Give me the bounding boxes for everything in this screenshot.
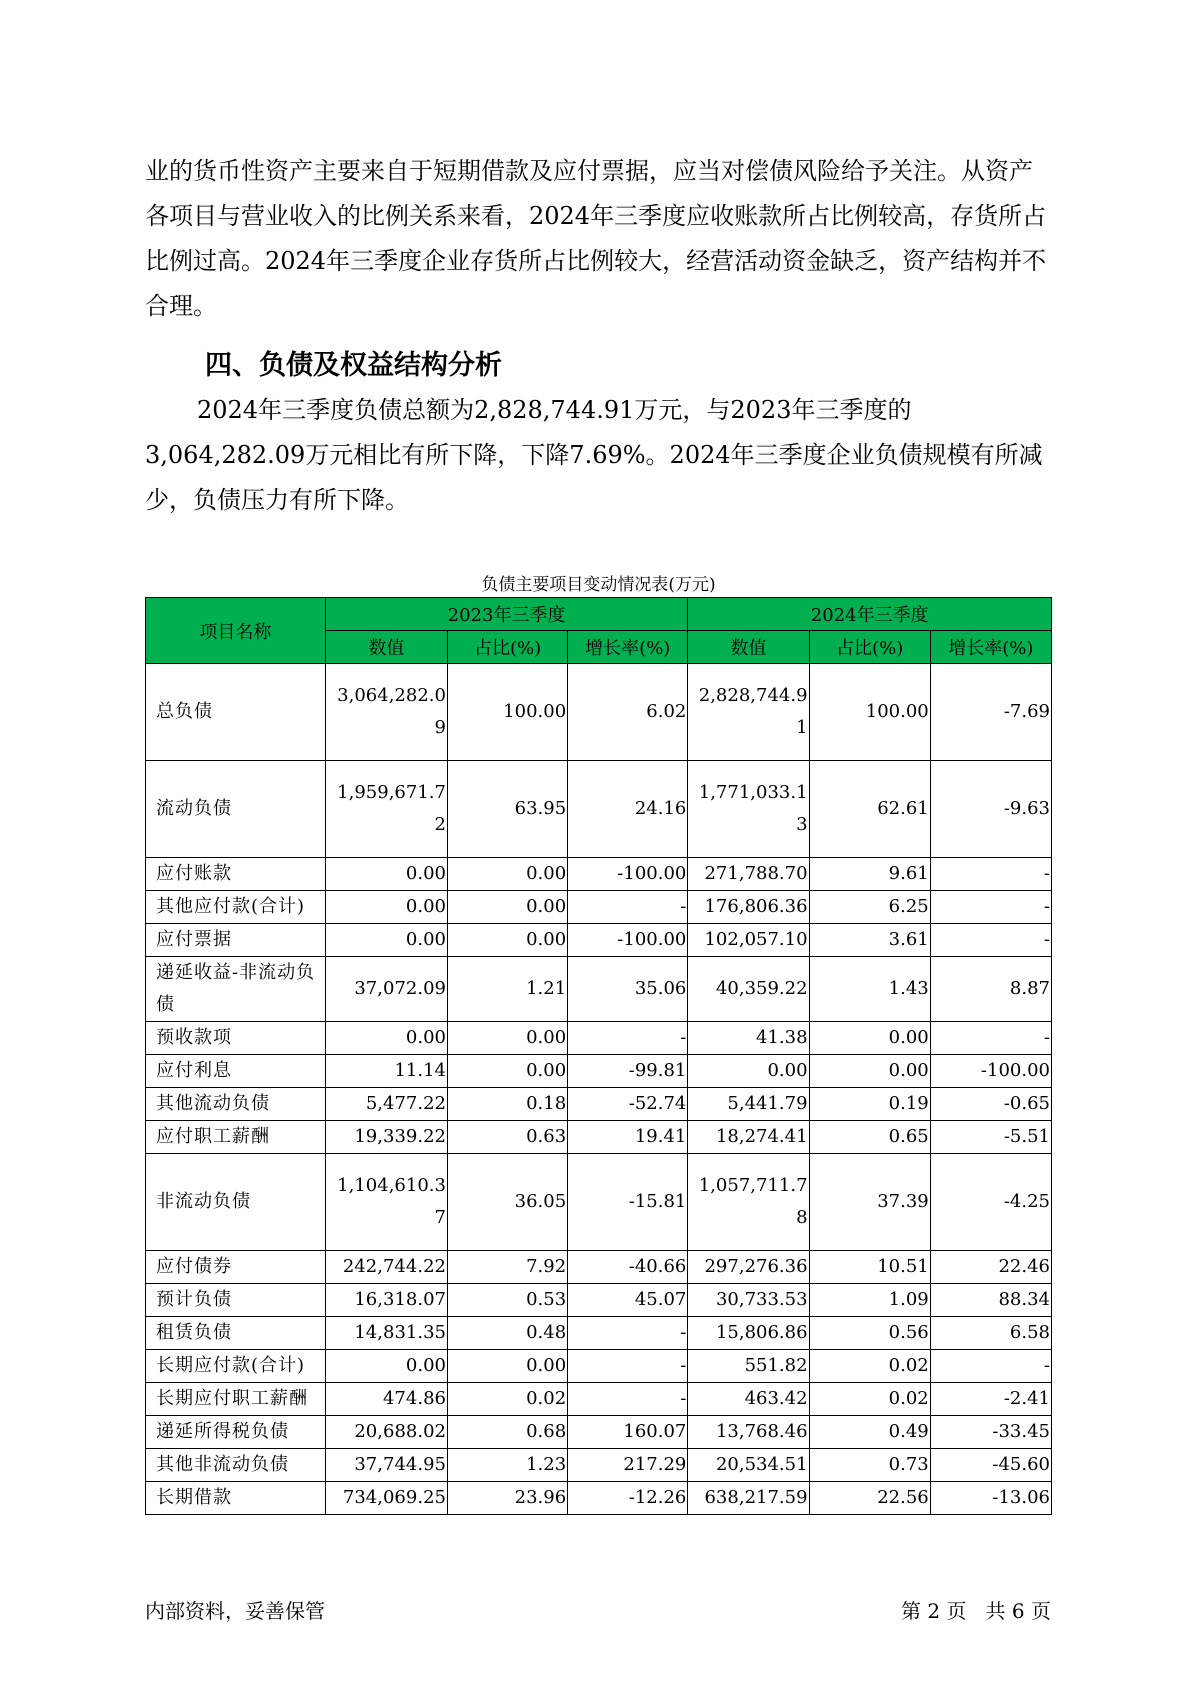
cell-value: 160.07 [568,1416,688,1449]
cell-value: 0.49 [809,1416,930,1449]
cell-value: 30,733.53 [688,1284,809,1317]
cell-value: -12.26 [568,1482,688,1515]
cell-value: -15.81 [568,1154,688,1251]
cell-value: -100.00 [930,1055,1051,1088]
cell-value: 1,104,610.37 [325,1154,447,1251]
row-label: 其他应付款(合计) [146,891,326,924]
cell-value: 0.00 [447,1350,567,1383]
table-row [146,858,1052,891]
table-row [146,1317,1052,1350]
cell-value: 88.34 [930,1284,1051,1317]
cell-value: 45.07 [568,1284,688,1317]
cell-value: 0.63 [447,1121,567,1154]
cell-value: 0.73 [809,1449,930,1482]
table-row [146,1416,1052,1449]
cell-value: 1.43 [809,957,930,1022]
cell-value: 35.06 [568,957,688,1022]
row-label: 应付债券 [146,1251,326,1284]
cell-value: 0.19 [809,1088,930,1121]
cell-value: - [568,1317,688,1350]
cell-value: -0.65 [930,1088,1051,1121]
row-label: 应付票据 [146,924,326,957]
cell-value: 242,744.22 [325,1251,447,1284]
cell-value: 2,828,744.91 [688,664,809,761]
table-caption: 负债主要项目变动情况表(万元) [481,575,716,595]
row-label: 应付利息 [146,1055,326,1088]
cell-value: 0.02 [447,1383,567,1416]
cell-value: 297,276.36 [688,1251,809,1284]
cell-value: 0.00 [447,924,567,957]
cell-value: 41.38 [688,1022,809,1055]
cell-value: 14,831.35 [325,1317,447,1350]
cell-value: 13,768.46 [688,1416,809,1449]
table-row [146,1251,1052,1284]
row-label: 其他流动负债 [146,1088,326,1121]
cell-value: 1,057,711.78 [688,1154,809,1251]
cell-value: 0.00 [325,891,447,924]
cell-value: 0.00 [809,1022,930,1055]
row-label: 租赁负债 [146,1317,326,1350]
cell-value: 551.82 [688,1350,809,1383]
row-label: 其他非流动负债 [146,1449,326,1482]
cell-value: 23.96 [447,1482,567,1515]
cell-value: 0.65 [809,1121,930,1154]
cell-value: 0.02 [809,1383,930,1416]
table-row [146,1449,1052,1482]
cell-value: 16,318.07 [325,1284,447,1317]
cell-value: -100.00 [568,858,688,891]
header-item-name: 项目名称 [146,598,326,664]
cell-value: 0.18 [447,1088,567,1121]
cell-value: - [930,891,1051,924]
table-row [146,1284,1052,1317]
header-growth: 增长率(%) [568,631,688,664]
cell-value: 100.00 [447,664,567,761]
row-label: 流动负债 [146,761,326,858]
cell-value: -9.63 [930,761,1051,858]
cell-value: -100.00 [568,924,688,957]
table-row [146,1154,1052,1251]
cell-value: 0.00 [447,891,567,924]
cell-value: 18,274.41 [688,1121,809,1154]
cell-value: 0.48 [447,1317,567,1350]
cell-value: 0.56 [809,1317,930,1350]
header-ratio: 占比(%) [809,631,930,664]
section-heading: 四、负债及权益结构分析 [205,350,502,381]
table-row [146,1482,1052,1515]
cell-value: - [568,1350,688,1383]
row-label: 长期应付款(合计) [146,1350,326,1383]
cell-value: 1,771,033.13 [688,761,809,858]
cell-value: 20,688.02 [325,1416,447,1449]
cell-value: 11.14 [325,1055,447,1088]
cell-value: 0.00 [325,924,447,957]
cell-value: - [930,1022,1051,1055]
cell-value: 1,959,671.72 [325,761,447,858]
cell-value: 1.21 [447,957,567,1022]
cell-value: 36.05 [447,1154,567,1251]
table-row [146,1055,1052,1088]
row-label: 递延所得税负债 [146,1416,326,1449]
header-ratio: 占比(%) [447,631,567,664]
cell-value: 20,534.51 [688,1449,809,1482]
cell-value: - [568,1383,688,1416]
cell-value: 0.00 [325,1022,447,1055]
cell-value: 37.39 [809,1154,930,1251]
cell-value: - [930,858,1051,891]
cell-value: -4.25 [930,1154,1051,1251]
cell-value: 0.68 [447,1416,567,1449]
table-row [146,761,1052,858]
row-label: 非流动负债 [146,1154,326,1251]
header-value: 数值 [688,631,809,664]
cell-value: -5.51 [930,1121,1051,1154]
header-value: 数值 [325,631,447,664]
cell-value: 1.23 [447,1449,567,1482]
cell-value: 22.56 [809,1482,930,1515]
cell-value: 1.09 [809,1284,930,1317]
cell-value: - [568,1022,688,1055]
table-row [146,891,1052,924]
cell-value: 100.00 [809,664,930,761]
table-row [146,1383,1052,1416]
cell-value: 638,217.59 [688,1482,809,1515]
cell-value: 0.00 [325,1350,447,1383]
header-period-2023: 2023年三季度 [325,598,688,631]
cell-value: 40,359.22 [688,957,809,1022]
cell-value: 6.25 [809,891,930,924]
cell-value: 10.51 [809,1251,930,1284]
table-row [146,1121,1052,1154]
cell-value: 102,057.10 [688,924,809,957]
cell-value: -13.06 [930,1482,1051,1515]
cell-value: 15,806.86 [688,1317,809,1350]
cell-value: 37,744.95 [325,1449,447,1482]
table-row [146,664,1052,761]
cell-value: -40.66 [568,1251,688,1284]
header-growth: 增长率(%) [930,631,1051,664]
cell-value: -33.45 [930,1416,1051,1449]
cell-value: 0.02 [809,1350,930,1383]
cell-value: - [930,924,1051,957]
table-row [146,1022,1052,1055]
cell-value: 63.95 [447,761,567,858]
cell-value: 0.00 [809,1055,930,1088]
cell-value: 5,441.79 [688,1088,809,1121]
cell-value: 176,806.36 [688,891,809,924]
cell-value: 474.86 [325,1383,447,1416]
cell-value: - [568,891,688,924]
row-label: 长期应付职工薪酬 [146,1383,326,1416]
row-label: 长期借款 [146,1482,326,1515]
footer-confidential: 内部资料，妥善保管 [145,1599,325,1623]
cell-value: 7.92 [447,1251,567,1284]
cell-value: -99.81 [568,1055,688,1088]
table-row [146,1088,1052,1121]
cell-value: -7.69 [930,664,1051,761]
cell-value: 3.61 [809,924,930,957]
cell-value: 0.00 [447,1022,567,1055]
cell-value: 0.00 [447,858,567,891]
cell-value: 19,339.22 [325,1121,447,1154]
cell-value: - [930,1350,1051,1383]
cell-value: 0.00 [325,858,447,891]
cell-value: 8.87 [930,957,1051,1022]
paragraph-liability-summary: 2024年三季度负债总额为2,828,744.91万元，与2023年三季度的3,064,282.09万元相比有所下降，下降7.69%。2024年三季度企业负债规模有所减少，负债压力有所下降。 [145,396,1043,514]
cell-value: 463.42 [688,1383,809,1416]
row-label: 应付账款 [146,858,326,891]
cell-value: 0.53 [447,1284,567,1317]
row-label: 递延收益-非流动负债 [146,957,326,1022]
cell-value: 9.61 [809,858,930,891]
row-label: 应付职工薪酬 [146,1121,326,1154]
cell-value: 22.46 [930,1251,1051,1284]
cell-value: 6.58 [930,1317,1051,1350]
cell-value: 6.02 [568,664,688,761]
cell-value: 0.00 [447,1055,567,1088]
liability-table [145,597,1052,1515]
row-label: 预计负债 [146,1284,326,1317]
cell-value: 0.00 [688,1055,809,1088]
cell-value: 734,069.25 [325,1482,447,1515]
cell-value: 3,064,282.09 [325,664,447,761]
cell-value: 37,072.09 [325,957,447,1022]
table-row [146,957,1052,1022]
cell-value: 62.61 [809,761,930,858]
table-body [146,664,1052,1515]
cell-value: 5,477.22 [325,1088,447,1121]
table-row [146,1350,1052,1383]
cell-value: -45.60 [930,1449,1051,1482]
row-label: 预收款项 [146,1022,326,1055]
row-label: 总负债 [146,664,326,761]
header-period-2024: 2024年三季度 [688,598,1052,631]
cell-value: -2.41 [930,1383,1051,1416]
footer-page-number: 第 2 页 共 6 页 [901,1599,1051,1623]
table-row [146,924,1052,957]
paragraph-asset-structure: 业的货币性资产主要来自于短期借款及应付票据，应当对偿债风险给予关注。从资产各项目与营业收入的比例关系来看，2024年三季度应收账款所占比例较高，存货所占比例过高。2024年三季度企业存货所占比例较大，经营活动资金缺乏，资产结构并不合理。 [145,157,1047,320]
cell-value: -52.74 [568,1088,688,1121]
cell-value: 19.41 [568,1121,688,1154]
cell-value: 271,788.70 [688,858,809,891]
cell-value: 217.29 [568,1449,688,1482]
cell-value: 24.16 [568,761,688,858]
